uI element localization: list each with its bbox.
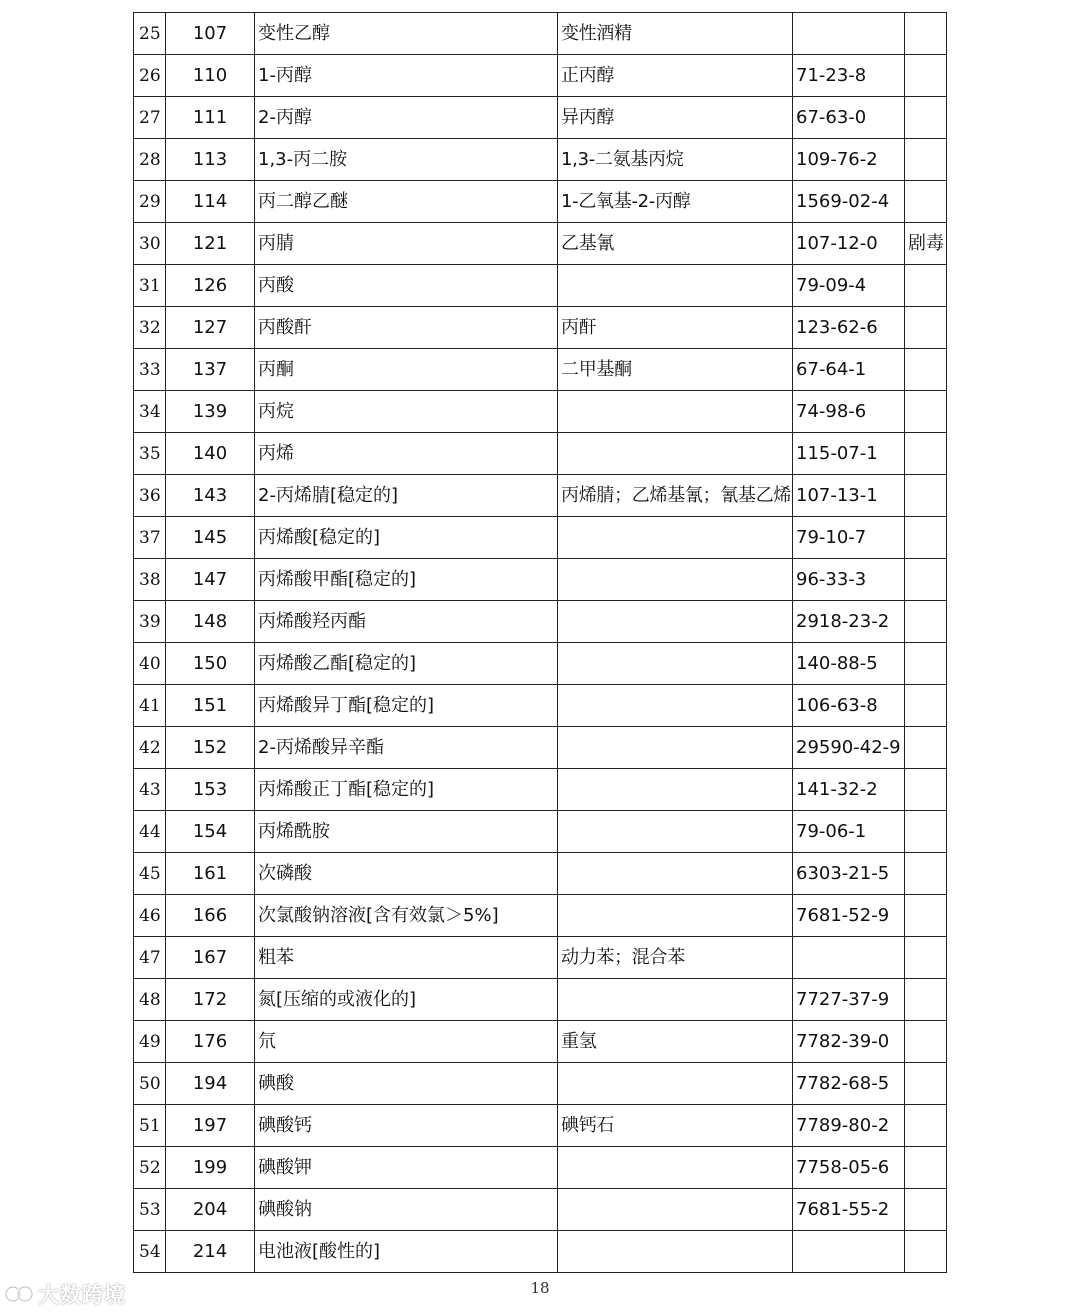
cell-seq: 39	[134, 601, 166, 643]
table-row	[134, 937, 947, 979]
cell-seq: 40	[134, 643, 166, 685]
cell-note	[905, 475, 947, 517]
cell-cas-number	[793, 1231, 905, 1273]
cell-catalog-no: 197	[166, 1105, 255, 1147]
cell-chemical-name: 丙烯酸[稳定的]	[255, 517, 558, 559]
watermark	[4, 1280, 126, 1308]
table-row	[134, 1021, 947, 1063]
cell-catalog-no: 148	[166, 601, 255, 643]
cell-catalog-no: 199	[166, 1147, 255, 1189]
cell-note	[905, 811, 947, 853]
table-row	[134, 55, 947, 97]
chemical-table	[133, 12, 947, 1273]
cell-catalog-no: 137	[166, 349, 255, 391]
cell-chemical-name: 2-丙烯腈[稳定的]	[255, 475, 558, 517]
cell-seq: 32	[134, 307, 166, 349]
cell-cas-number: 140-88-5	[793, 643, 905, 685]
cell-chemical-name: 丙烯酸正丁酯[稳定的]	[255, 769, 558, 811]
cell-seq: 48	[134, 979, 166, 1021]
table-row	[134, 769, 947, 811]
page-number: 18	[530, 1279, 550, 1297]
cell-cas-number: 96-33-3	[793, 559, 905, 601]
cell-alias: 变性酒精	[558, 13, 793, 55]
cell-catalog-no: 167	[166, 937, 255, 979]
cell-chemical-name: 碘酸钾	[255, 1147, 558, 1189]
cell-chemical-name: 丙酮	[255, 349, 558, 391]
cell-alias: 丙烯腈；乙烯基氰；氰基乙烯	[558, 475, 793, 517]
cell-seq: 43	[134, 769, 166, 811]
cell-cas-number: 67-63-0	[793, 97, 905, 139]
table-row	[134, 979, 947, 1021]
cell-seq: 36	[134, 475, 166, 517]
cell-note	[905, 307, 947, 349]
cell-seq: 46	[134, 895, 166, 937]
cell-catalog-no: 153	[166, 769, 255, 811]
cell-note	[905, 937, 947, 979]
table-row	[134, 685, 947, 727]
table-row	[134, 139, 947, 181]
cell-note	[905, 349, 947, 391]
cell-chemical-name: 丙烯酰胺	[255, 811, 558, 853]
cell-cas-number: 7758-05-6	[793, 1147, 905, 1189]
cell-note	[905, 1021, 947, 1063]
cell-note	[905, 1105, 947, 1147]
cell-chemical-name: 1,3-丙二胺	[255, 139, 558, 181]
cell-chemical-name: 粗苯	[255, 937, 558, 979]
cell-seq: 54	[134, 1231, 166, 1273]
cell-chemical-name: 2-丙烯酸异辛酯	[255, 727, 558, 769]
cell-seq: 35	[134, 433, 166, 475]
cell-catalog-no: 140	[166, 433, 255, 475]
cell-alias: 1-乙氧基-2-丙醇	[558, 181, 793, 223]
watermark-text: 大数跨境	[38, 1283, 126, 1307]
table-row	[134, 391, 947, 433]
cell-note	[905, 979, 947, 1021]
cell-catalog-no: 110	[166, 55, 255, 97]
cell-note	[905, 769, 947, 811]
cell-chemical-name: 电池液[酸性的]	[255, 1231, 558, 1273]
cell-cas-number: 79-10-7	[793, 517, 905, 559]
cell-cas-number: 109-76-2	[793, 139, 905, 181]
table-row	[134, 559, 947, 601]
cell-catalog-no: 194	[166, 1063, 255, 1105]
cell-cas-number: 107-13-1	[793, 475, 905, 517]
cell-seq: 49	[134, 1021, 166, 1063]
table-row	[134, 853, 947, 895]
table-row	[134, 1231, 947, 1273]
table-row	[134, 181, 947, 223]
cell-cas-number: 7727-37-9	[793, 979, 905, 1021]
cell-seq: 33	[134, 349, 166, 391]
table-row	[134, 475, 947, 517]
cell-note	[905, 433, 947, 475]
cell-seq: 34	[134, 391, 166, 433]
table-row	[134, 97, 947, 139]
cell-chemical-name: 次氯酸钠溶液[含有效氯＞5%]	[255, 895, 558, 937]
cell-chemical-name: 丙烯酸羟丙酯	[255, 601, 558, 643]
cell-note	[905, 97, 947, 139]
cell-cas-number: 7782-39-0	[793, 1021, 905, 1063]
cell-catalog-no: 147	[166, 559, 255, 601]
cell-cas-number: 2918-23-2	[793, 601, 905, 643]
cell-catalog-no: 154	[166, 811, 255, 853]
table-row	[134, 223, 947, 265]
cell-note	[905, 1147, 947, 1189]
cell-alias: 1,3-二氨基丙烷	[558, 139, 793, 181]
cell-catalog-no: 172	[166, 979, 255, 1021]
cell-cas-number: 67-64-1	[793, 349, 905, 391]
cell-chemical-name: 次磷酸	[255, 853, 558, 895]
table-row	[134, 433, 947, 475]
cell-note	[905, 265, 947, 307]
cell-cas-number: 7789-80-2	[793, 1105, 905, 1147]
cell-catalog-no: 204	[166, 1189, 255, 1231]
chemical-table-body	[134, 13, 947, 1273]
cell-alias	[558, 1063, 793, 1105]
cell-catalog-no: 113	[166, 139, 255, 181]
cell-alias	[558, 811, 793, 853]
cell-note	[905, 1231, 947, 1273]
table-row	[134, 643, 947, 685]
cell-catalog-no: 139	[166, 391, 255, 433]
table-row	[134, 517, 947, 559]
cell-seq: 27	[134, 97, 166, 139]
cell-chemical-name: 碘酸	[255, 1063, 558, 1105]
cell-cas-number: 29590-42-9	[793, 727, 905, 769]
cell-chemical-name: 2-丙醇	[255, 97, 558, 139]
cell-chemical-name: 丙腈	[255, 223, 558, 265]
cell-seq: 47	[134, 937, 166, 979]
table-row	[134, 601, 947, 643]
cell-seq: 42	[134, 727, 166, 769]
cell-cas-number: 106-63-8	[793, 685, 905, 727]
cell-chemical-name: 变性乙醇	[255, 13, 558, 55]
cell-alias: 正丙醇	[558, 55, 793, 97]
cell-alias: 碘钙石	[558, 1105, 793, 1147]
cell-catalog-no: 152	[166, 727, 255, 769]
cell-note	[905, 895, 947, 937]
cell-alias	[558, 1189, 793, 1231]
cell-cas-number	[793, 937, 905, 979]
cell-note	[905, 727, 947, 769]
cell-catalog-no: 145	[166, 517, 255, 559]
cell-alias: 二甲基酮	[558, 349, 793, 391]
cell-chemical-name: 丙烯酸甲酯[稳定的]	[255, 559, 558, 601]
cell-cas-number: 115-07-1	[793, 433, 905, 475]
cell-catalog-no: 121	[166, 223, 255, 265]
cell-seq: 41	[134, 685, 166, 727]
logo-icon	[4, 1282, 34, 1306]
cell-alias: 异丙醇	[558, 97, 793, 139]
cell-cas-number: 107-12-0	[793, 223, 905, 265]
cell-alias	[558, 265, 793, 307]
cell-chemical-name: 丙烯酸乙酯[稳定的]	[255, 643, 558, 685]
table-row	[134, 1105, 947, 1147]
cell-seq: 25	[134, 13, 166, 55]
table-row	[134, 895, 947, 937]
cell-chemical-name: 丙二醇乙醚	[255, 181, 558, 223]
cell-cas-number: 79-06-1	[793, 811, 905, 853]
cell-alias: 动力苯；混合苯	[558, 937, 793, 979]
cell-catalog-no: 127	[166, 307, 255, 349]
cell-note	[905, 1189, 947, 1231]
cell-cas-number: 7681-55-2	[793, 1189, 905, 1231]
cell-seq: 29	[134, 181, 166, 223]
cell-alias: 重氢	[558, 1021, 793, 1063]
cell-catalog-no: 161	[166, 853, 255, 895]
cell-cas-number: 6303-21-5	[793, 853, 905, 895]
cell-note	[905, 559, 947, 601]
cell-seq: 38	[134, 559, 166, 601]
cell-note	[905, 685, 947, 727]
cell-note	[905, 601, 947, 643]
table-row	[134, 13, 947, 55]
cell-cas-number: 71-23-8	[793, 55, 905, 97]
table-row	[134, 727, 947, 769]
cell-chemical-name: 碘酸钙	[255, 1105, 558, 1147]
cell-cas-number: 123-62-6	[793, 307, 905, 349]
cell-alias: 丙酐	[558, 307, 793, 349]
cell-alias	[558, 433, 793, 475]
cell-note: 剧毒	[905, 223, 947, 265]
cell-alias	[558, 559, 793, 601]
cell-catalog-no: 111	[166, 97, 255, 139]
cell-note	[905, 391, 947, 433]
cell-alias	[558, 1231, 793, 1273]
table-row	[134, 1147, 947, 1189]
cell-catalog-no: 166	[166, 895, 255, 937]
cell-catalog-no: 114	[166, 181, 255, 223]
cell-seq: 31	[134, 265, 166, 307]
cell-seq: 26	[134, 55, 166, 97]
cell-alias	[558, 517, 793, 559]
cell-note	[905, 13, 947, 55]
cell-cas-number: 7681-52-9	[793, 895, 905, 937]
cell-catalog-no: 214	[166, 1231, 255, 1273]
table-row	[134, 1063, 947, 1105]
cell-alias	[558, 895, 793, 937]
cell-cas-number: 141-32-2	[793, 769, 905, 811]
cell-alias	[558, 685, 793, 727]
cell-cas-number: 7782-68-5	[793, 1063, 905, 1105]
cell-alias	[558, 853, 793, 895]
cell-note	[905, 1063, 947, 1105]
cell-note	[905, 643, 947, 685]
cell-seq: 52	[134, 1147, 166, 1189]
cell-catalog-no: 176	[166, 1021, 255, 1063]
cell-seq: 28	[134, 139, 166, 181]
cell-note	[905, 181, 947, 223]
cell-catalog-no: 107	[166, 13, 255, 55]
table-row	[134, 307, 947, 349]
cell-seq: 37	[134, 517, 166, 559]
cell-alias	[558, 727, 793, 769]
cell-alias	[558, 601, 793, 643]
cell-seq: 51	[134, 1105, 166, 1147]
cell-note	[905, 55, 947, 97]
cell-catalog-no: 143	[166, 475, 255, 517]
cell-chemical-name: 氘	[255, 1021, 558, 1063]
cell-catalog-no: 150	[166, 643, 255, 685]
cell-alias	[558, 1147, 793, 1189]
cell-cas-number: 79-09-4	[793, 265, 905, 307]
cell-seq: 50	[134, 1063, 166, 1105]
cell-alias	[558, 979, 793, 1021]
cell-cas-number	[793, 13, 905, 55]
cell-seq: 45	[134, 853, 166, 895]
cell-chemical-name: 碘酸钠	[255, 1189, 558, 1231]
cell-chemical-name: 丙酸酐	[255, 307, 558, 349]
cell-chemical-name: 丙烯酸异丁酯[稳定的]	[255, 685, 558, 727]
cell-note	[905, 139, 947, 181]
cell-chemical-name: 丙烷	[255, 391, 558, 433]
cell-seq: 53	[134, 1189, 166, 1231]
cell-note	[905, 853, 947, 895]
table-row	[134, 265, 947, 307]
cell-chemical-name: 丙酸	[255, 265, 558, 307]
cell-chemical-name: 氮[压缩的或液化的]	[255, 979, 558, 1021]
cell-catalog-no: 126	[166, 265, 255, 307]
cell-alias	[558, 643, 793, 685]
cell-alias	[558, 769, 793, 811]
cell-cas-number: 74-98-6	[793, 391, 905, 433]
cell-catalog-no: 151	[166, 685, 255, 727]
cell-cas-number: 1569-02-4	[793, 181, 905, 223]
cell-chemical-name: 1-丙醇	[255, 55, 558, 97]
cell-alias: 乙基氰	[558, 223, 793, 265]
table-row	[134, 349, 947, 391]
table-row	[134, 1189, 947, 1231]
cell-chemical-name: 丙烯	[255, 433, 558, 475]
cell-seq: 30	[134, 223, 166, 265]
cell-alias	[558, 391, 793, 433]
cell-note	[905, 517, 947, 559]
table-row	[134, 811, 947, 853]
cell-seq: 44	[134, 811, 166, 853]
